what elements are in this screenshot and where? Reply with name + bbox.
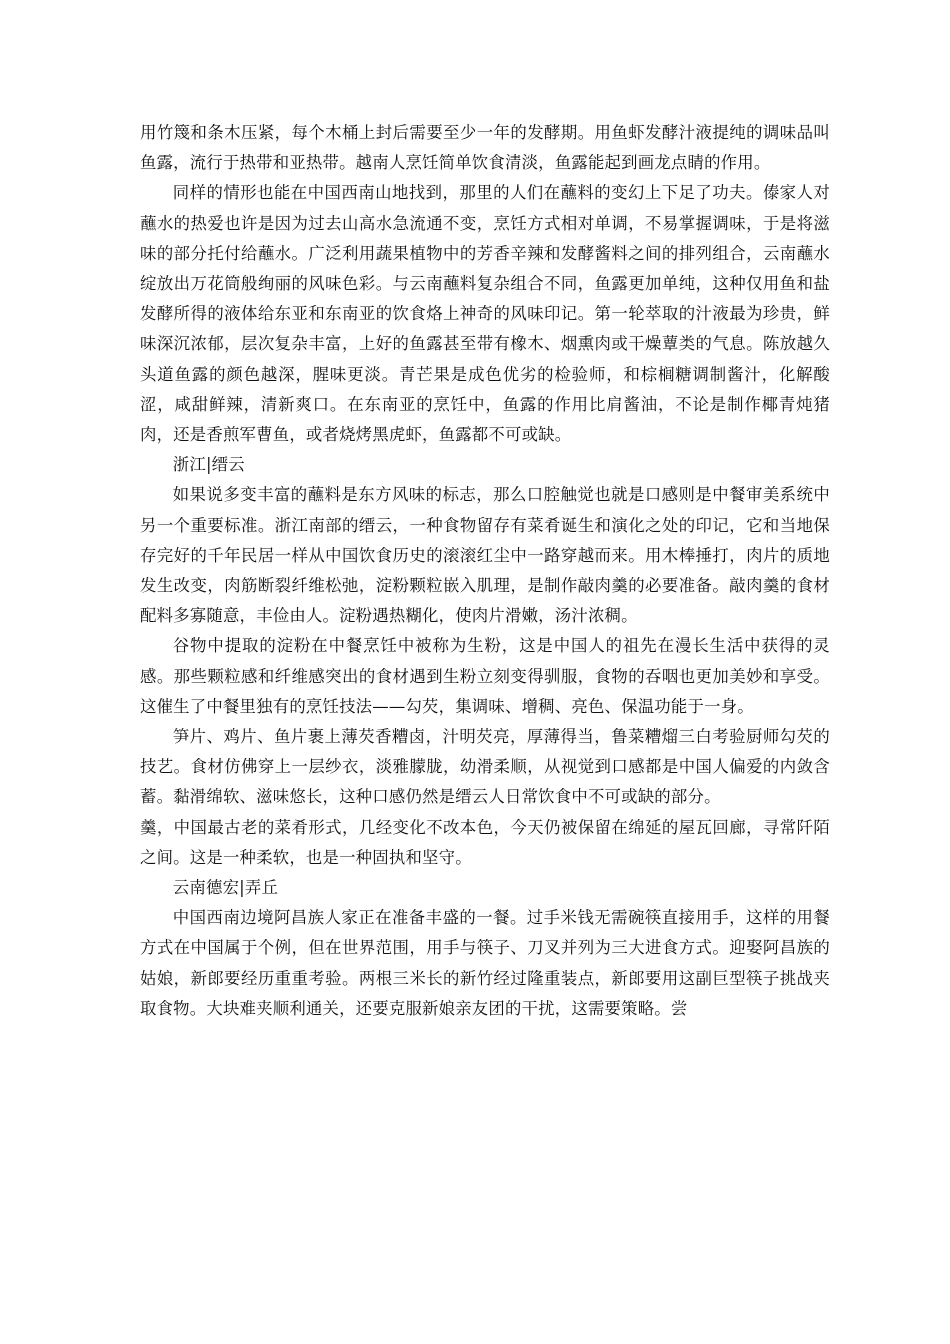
section-heading-zhejiang-jinyun: 浙江|缙云 [172,455,245,475]
paragraph-achang-meal: 中国西南边境阿昌族人家正在准备丰盛的一餐。过手米钱无需碗筷直接用手，这样的用餐方式在中国属于个例，但在世界范围，用手与筷子、刀叉并列为三大进食方式。迎娶阿昌族的姑娘，新郎要经历重重考验。两根三米长的新竹经过隆重装点，新郎要用这副巨型筷子挑战夹取食物。大块难夹顺利通关，还要克服新娘亲友团的干扰，这需要策略。尝 [140,908,830,1018]
paragraph-starch: 谷物中提取的淀粉在中餐烹饪中被称为生粉，这是中国人的祖先在漫长生活中获得的灵感。那些颗粒感和纤维感突出的食材遇到生粉立刻变得驯服，食物的吞咽也更加美妙和享受。这催生了中餐里独有的烹饪技法——勾芡，集调味、增稠、亮色、保温功能于一身。 [140,636,830,716]
paragraph-three-whites: 笋片、鸡片、鱼片裹上薄芡香糟卤，汁明芡亮，厚薄得当，鲁菜糟熘三白考验厨师勾芡的技艺。食材仿佛穿上一层纱衣，淡雅朦胧，幼滑柔顺，从视觉到口感都是中国人偏爱的内敛含蓄。黏滑绵软、滋味悠长，这种口感仍然是缙云人日常饮食中不可或缺的部分。 [140,727,830,807]
paragraph-texture-standard: 如果说多变丰富的蘸料是东方风味的标志，那么口腔触觉也就是口感则是中餐审美系统中另一个重要标准。浙江南部的缙云，一种食物留存有菜肴诞生和演化之处的印记，它和当地保存完好的千年民居一样从中国饮食历史的滚滚红尘中一路穿越而来。用木棒捶打，肉片的质地发生改变，肉筋断裂纤维松弛，淀粉颗粒嵌入肌理，是制作敲肉羹的必要准备。敲肉羹的食材配料多寡随意，丰俭由人。淀粉遇热糊化，使肉片滑嫩，汤汁浓稠。 [140,485,830,626]
document-body [140,118,830,1024]
paragraph-yunnan-dipping-sauce: 同样的情形也能在中国西南山地找到，那里的人们在蘸料的变幻上下足了功夫。傣家人对蘸水的热爱也许是因为过去山高水急流通不变，烹饪方式相对单调，不易掌握调味，于是将滋味的部分托付给蘸水。广泛利用蔬果植物中的芳香辛辣和发酵酱料之间的排列组合，云南蘸水绽放出万花筒般绚丽的风味色彩。与云南蘸料复杂组合不同，鱼露更加单纯，这种仅用鱼和盐发酵所得的液体给东亚和东南亚的饮食烙上神奇的风味印记。第一轮萃取的汁液最为珍贵，鲜味深沉浓郁，层次复杂丰富，上好的鱼露甚至带有橡木、烟熏肉或干燥蕈类的气息。陈放越久头道鱼露的颜色越深，腥味更淡。青芒果是成色优劣的检验师，和棕榈糖调制酱汁，化解酸涩，咸甜鲜辣，清新爽口。在东南亚的烹饪中，鱼露的作用比肩酱油，不论是制作椰青炖猪肉，还是香煎军曹鱼，或者烧烤黑虎虾，鱼露都不可或缺。 [140,183,830,445]
section-heading-yunnan-dehong: 云南德宏|弄丘 [172,878,279,898]
paragraph-geng: 羹，中国最古老的菜肴形式，几经变化不改本色，今天仍被保留在绵延的屋瓦回廊，寻常阡陌之间。这是一种柔软，也是一种固执和坚守。 [140,817,830,867]
paragraph-fish-sauce-end: 用竹篾和条木压紧，每个木桶上封后需要至少一年的发酵期。用鱼虾发酵汁液提纯的调味品叫鱼露，流行于热带和亚热带。越南人烹饪简单饮食清淡，鱼露能起到画龙点睛的作用。 [140,123,830,173]
